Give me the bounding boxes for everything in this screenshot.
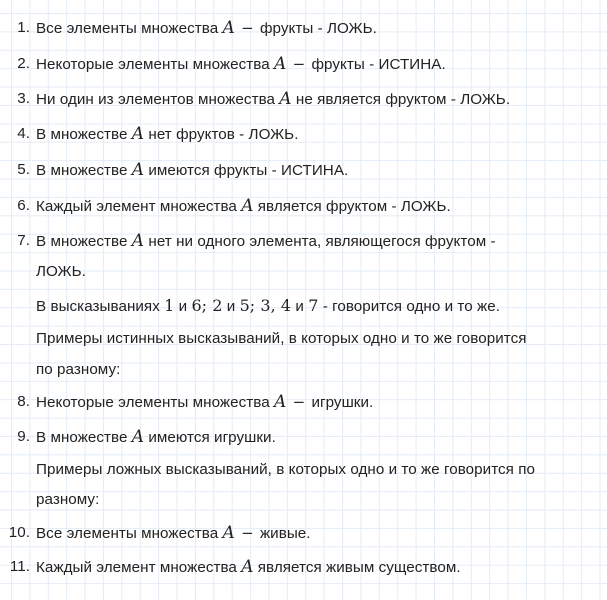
statement-text: Каждый элемент множества A является живым существом. (36, 557, 461, 577)
math-dash: − (292, 55, 306, 73)
statement-text: В множестве A нет фруктов - ЛОЖЬ. (36, 124, 299, 144)
statement-text: В множестве A имеются игрушки. (36, 427, 276, 447)
statement-text: Каждый элемент множества A является фруктом - ЛОЖЬ. (36, 196, 451, 216)
statement-number: 11. (9, 558, 30, 575)
statement-2 (0, 53, 446, 75)
statement-11 (0, 556, 461, 578)
statement-number: 4. (17, 125, 30, 142)
statement-text: Ни один из элементов множества A не является фруктом - ЛОЖЬ. (36, 89, 511, 109)
statement-number: 5. (17, 161, 30, 178)
statement-10 (0, 522, 311, 544)
set-symbol: A (131, 124, 145, 144)
statement-3 (0, 88, 511, 110)
statement-text: Некоторые элементы множества A − игрушки. (36, 392, 374, 412)
statement-text: В множестве A имеются фрукты - ИСТИНА. (36, 160, 349, 180)
statement-text: Все элементы множества A − живые. (36, 523, 311, 543)
statement-number: 7. (17, 232, 30, 249)
statement-text: В множестве A нет ни одного элемента, являющегося фруктом - (36, 231, 496, 251)
set-symbol: A (131, 231, 145, 251)
statement-8 (0, 391, 374, 413)
statement-number: 9. (17, 428, 30, 445)
statement-text: Все элементы множества A − фрукты - ЛОЖЬ. (36, 18, 377, 38)
set-symbol: A (131, 427, 145, 447)
statement-7 (0, 230, 496, 252)
set-symbol: A (241, 557, 254, 577)
set-symbol: A (222, 18, 235, 38)
statement-5 (0, 159, 349, 181)
statement-number: 10. (8, 524, 30, 541)
set-symbol: A (273, 392, 287, 412)
math-dash: − (292, 393, 306, 411)
set-symbol: A (222, 523, 235, 543)
statement-number: 6. (17, 197, 30, 214)
statement-text: Некоторые элементы множества A − фрукты - ИСТИНА. (36, 54, 446, 74)
statement-number: 2. (17, 55, 30, 72)
statement-9 (0, 426, 276, 448)
statement-number: 8. (17, 393, 30, 410)
statement-6 (0, 195, 451, 217)
statement-number: 3. (17, 90, 30, 107)
statement-number: 1. (17, 19, 30, 36)
set-symbol: A (131, 160, 145, 180)
statement-4 (0, 123, 299, 145)
set-symbol: A (241, 196, 254, 216)
math-dash: − (241, 524, 254, 542)
statement-1 (0, 17, 377, 39)
math-dash: − (241, 19, 254, 37)
set-symbol: A (279, 89, 292, 109)
set-symbol: A (273, 54, 287, 74)
